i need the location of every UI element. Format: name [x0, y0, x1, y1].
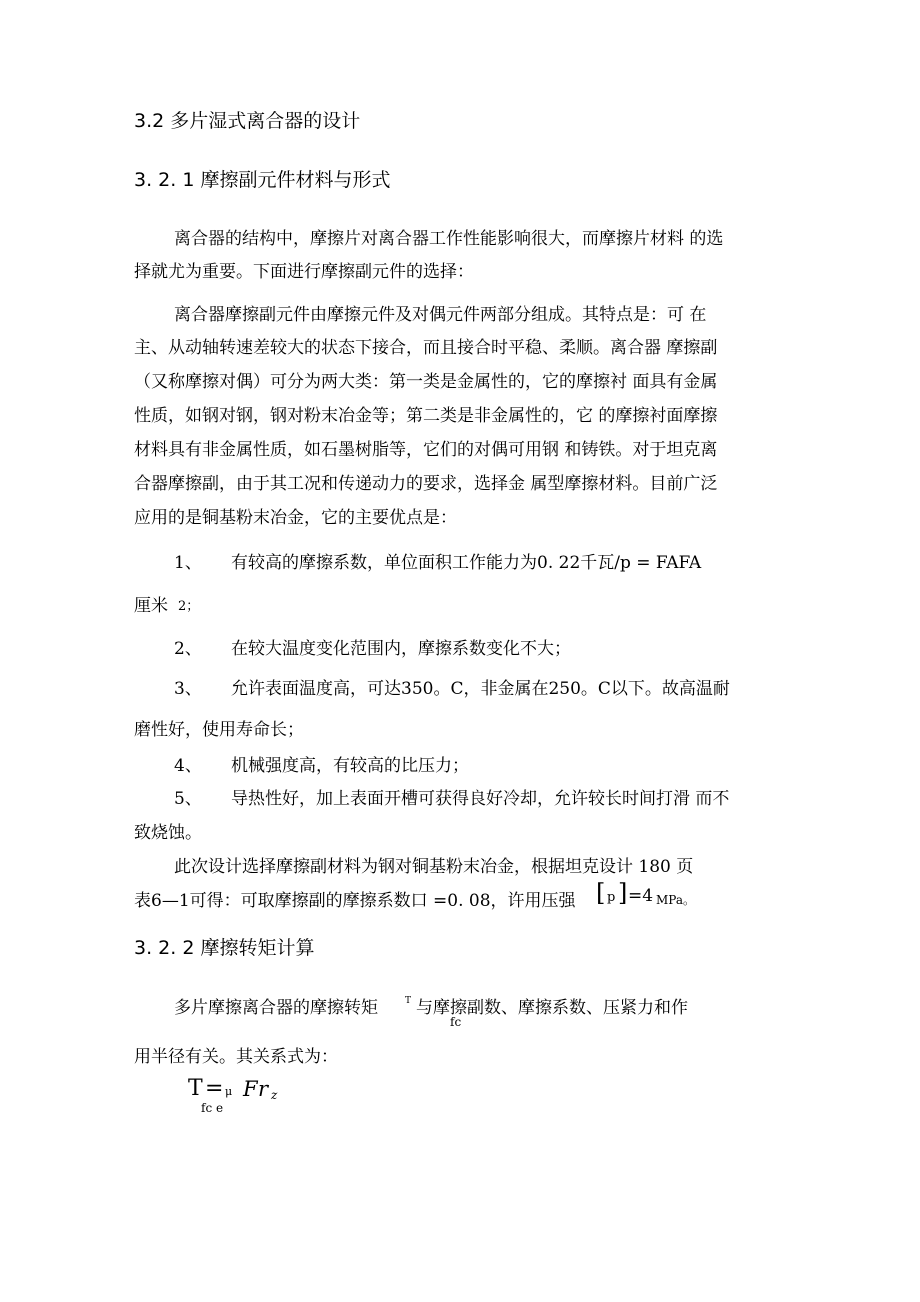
paragraph-line: 择就尤为重要。下面进行摩擦副元件的选择：	[134, 262, 474, 282]
paragraph-line: 合器摩擦副，由于其工况和传递动力的要求，选择金 属型摩擦材料。目前广泛	[134, 474, 718, 494]
formula-mu: μ	[225, 1085, 233, 1098]
section-heading-3-2: 3.2 多片湿式离合器的设计	[134, 110, 361, 132]
list-item-text: 导热性好，加上表面开槽可获得良好冷却，允许较长时间打滑 而不	[231, 789, 730, 809]
paragraph-line: 表6—1可得：可取摩擦副的摩擦系数口 =0. 08，许用压强	[134, 891, 576, 911]
paragraph-line: 用半径有关。其关系式为：	[134, 1047, 338, 1067]
paragraph-line: 此次设计选择摩擦副材料为钢对铜基粉末冶金，根据坦克设计 180 页	[174, 857, 694, 877]
list-item-text: 厘米	[134, 596, 168, 616]
bracket-right: ]	[618, 879, 628, 907]
section-heading-3-2-1: 3. 2. 1 摩擦副元件材料与形式	[134, 169, 391, 191]
formula-T: T	[188, 1076, 203, 1101]
unit-text: MPa。	[656, 893, 695, 907]
paragraph-line: 离合器的结构中，摩擦片对离合器工作性能影响很大，而摩擦片材料 的选	[174, 229, 724, 249]
formula-equals: =	[205, 1076, 224, 1101]
list-item-text: 允许表面温度高，可达350。C，非金属在250。C以下。故高温耐	[231, 679, 730, 699]
paragraph-line: 离合器摩擦副元件由摩擦元件及对偶元件两部分组成。其特点是：可 在	[174, 305, 707, 325]
list-item-text: 有较高的摩擦系数，单位面积工作能力为0. 22千瓦/p = FAFA	[231, 553, 702, 573]
list-item-text: 磨性好，使用寿命长；	[134, 720, 304, 740]
list-number: 4、	[174, 756, 202, 776]
paragraph-line: 主、从动轴转速差较大的状态下接合，而且接合时平稳、柔顺。离合器 摩擦副	[134, 338, 718, 358]
paragraph-line: 性质，如钢对钢，钢对粉末冶金等；第二类是非金属性的，它 的摩擦衬面摩擦	[134, 406, 718, 426]
list-item-text: 致烧蚀。	[134, 823, 202, 843]
paragraph-line: 多片摩擦离合器的摩擦转矩	[174, 998, 378, 1018]
symbol-p: p	[607, 890, 616, 905]
bracket-left: [	[596, 879, 606, 907]
section-heading-3-2-2: 3. 2. 2 摩擦转矩计算	[134, 937, 315, 959]
paragraph-line: 与摩擦副数、摩擦系数、压紧力和作	[416, 998, 688, 1018]
symbol-t: T	[405, 996, 412, 1006]
paragraph-line: （又称摩擦对偶）可分为两大类：第一类是金属性的，它的摩擦衬 面具有金属	[134, 372, 718, 392]
value-text: =4	[628, 886, 654, 906]
list-number: 2、	[174, 639, 202, 659]
list-number: 5、	[174, 789, 202, 809]
formula-z: z	[271, 1088, 278, 1102]
formula-subscript: fc e	[201, 1101, 224, 1115]
subscript-fc: fc	[450, 1015, 462, 1029]
formula-F: F	[243, 1077, 258, 1101]
paragraph-line: 应用的是铜基粉末冶金，它的主要优点是：	[134, 508, 457, 528]
paragraph-line: 材料具有非金属性质，如石墨树脂等，它们的对偶可用钢 和铸铁。对于坦克离	[134, 440, 718, 460]
list-item-text: 机械强度高，有较高的比压力；	[231, 756, 469, 776]
list-number: 3、	[174, 679, 202, 699]
list-item-text: 在较大温度变化范围内，摩擦系数变化不大；	[231, 639, 571, 659]
list-item-text: 2；	[178, 599, 200, 614]
formula-r: r	[258, 1077, 269, 1101]
list-number: 1、	[174, 553, 202, 573]
